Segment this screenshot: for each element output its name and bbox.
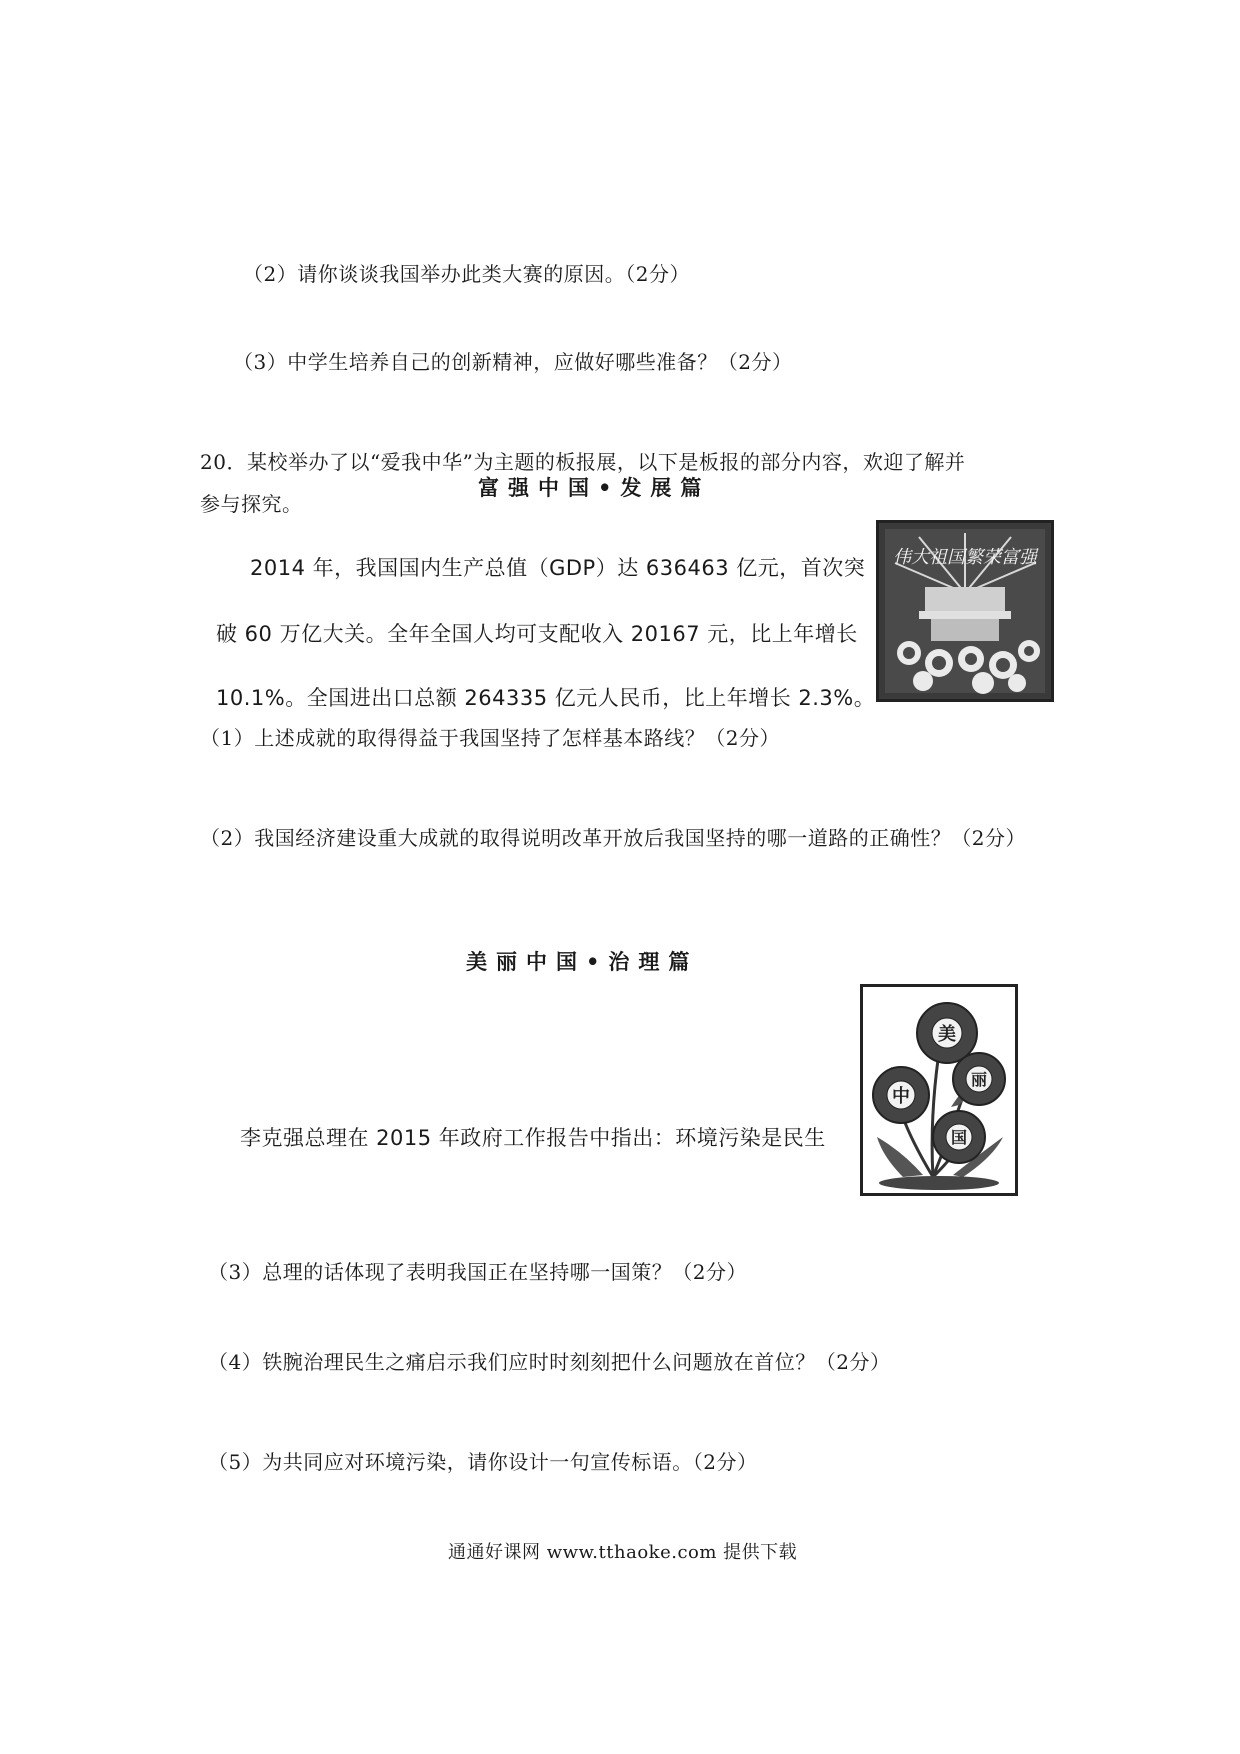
gdp-text-line1: 2014 年，我国国内生产总值（GDP）达 636463 亿元，首次突 <box>250 556 866 580</box>
section-heading-governance: 美丽中国•治理篇 <box>466 949 699 974</box>
flower-char-3: 中 <box>892 1086 910 1107</box>
question-20-intro-line1: 20．某校举办了以“爱我中华”为主题的板报展，以下是板报的部分内容，欢迎了解并 <box>200 450 966 474</box>
question-20-5: （5）为共同应对环境污染，请你设计一句宣传标语。（2分） <box>208 1450 758 1474</box>
flower-image <box>860 984 1018 1196</box>
question-20-3: （3）总理的话体现了表明我国正在坚持哪一国策？（2分） <box>208 1260 747 1284</box>
question-19-3: （3）中学生培养自己的创新精神，应做好哪些准备？（2分） <box>233 350 793 374</box>
papercut-art <box>879 523 1051 699</box>
gdp-text-line2: 破 60 万亿大关。全年全国人均可支配收入 20167 元，比上年增长 <box>216 622 858 646</box>
flower-char-4: 国 <box>950 1128 968 1147</box>
question-20-intro-line2: 参与探究。 <box>200 492 303 516</box>
papercut-image <box>876 520 1054 702</box>
question-20-4: （4）铁腕治理民生之痛启示我们应时时刻刻把什么问题放在首位？（2分） <box>208 1350 891 1374</box>
question-20-1: （1）上述成就的取得得益于我国坚持了怎样基本路线？（2分） <box>200 726 780 750</box>
flower-char-1: 美 <box>938 1024 956 1045</box>
question-19-2: （2）请你谈谈我国举办此类大赛的原因。（2分） <box>243 262 690 286</box>
question-20-2: （2）我国经济建设重大成就的取得说明改革开放后我国坚持的哪一道路的正确性？（2分） <box>200 826 1026 850</box>
page-footer: 通通好课网 www.tthaoke.com 提供下载 <box>448 1542 798 1563</box>
papercut-caption: 伟大祖国繁荣富强 <box>893 547 1037 568</box>
section-heading-development: 富强中国•发展篇 <box>478 475 711 500</box>
flower-art <box>863 987 1015 1193</box>
gdp-text-line3: 10.1%。全国进出口总额 264335 亿元人民币，比上年增长 2.3%。 <box>216 686 876 710</box>
premier-quote: 李克强总理在 2015 年政府工作报告中指出：环境污染是民生 <box>240 1126 826 1150</box>
flower-char-2: 丽 <box>970 1070 988 1089</box>
